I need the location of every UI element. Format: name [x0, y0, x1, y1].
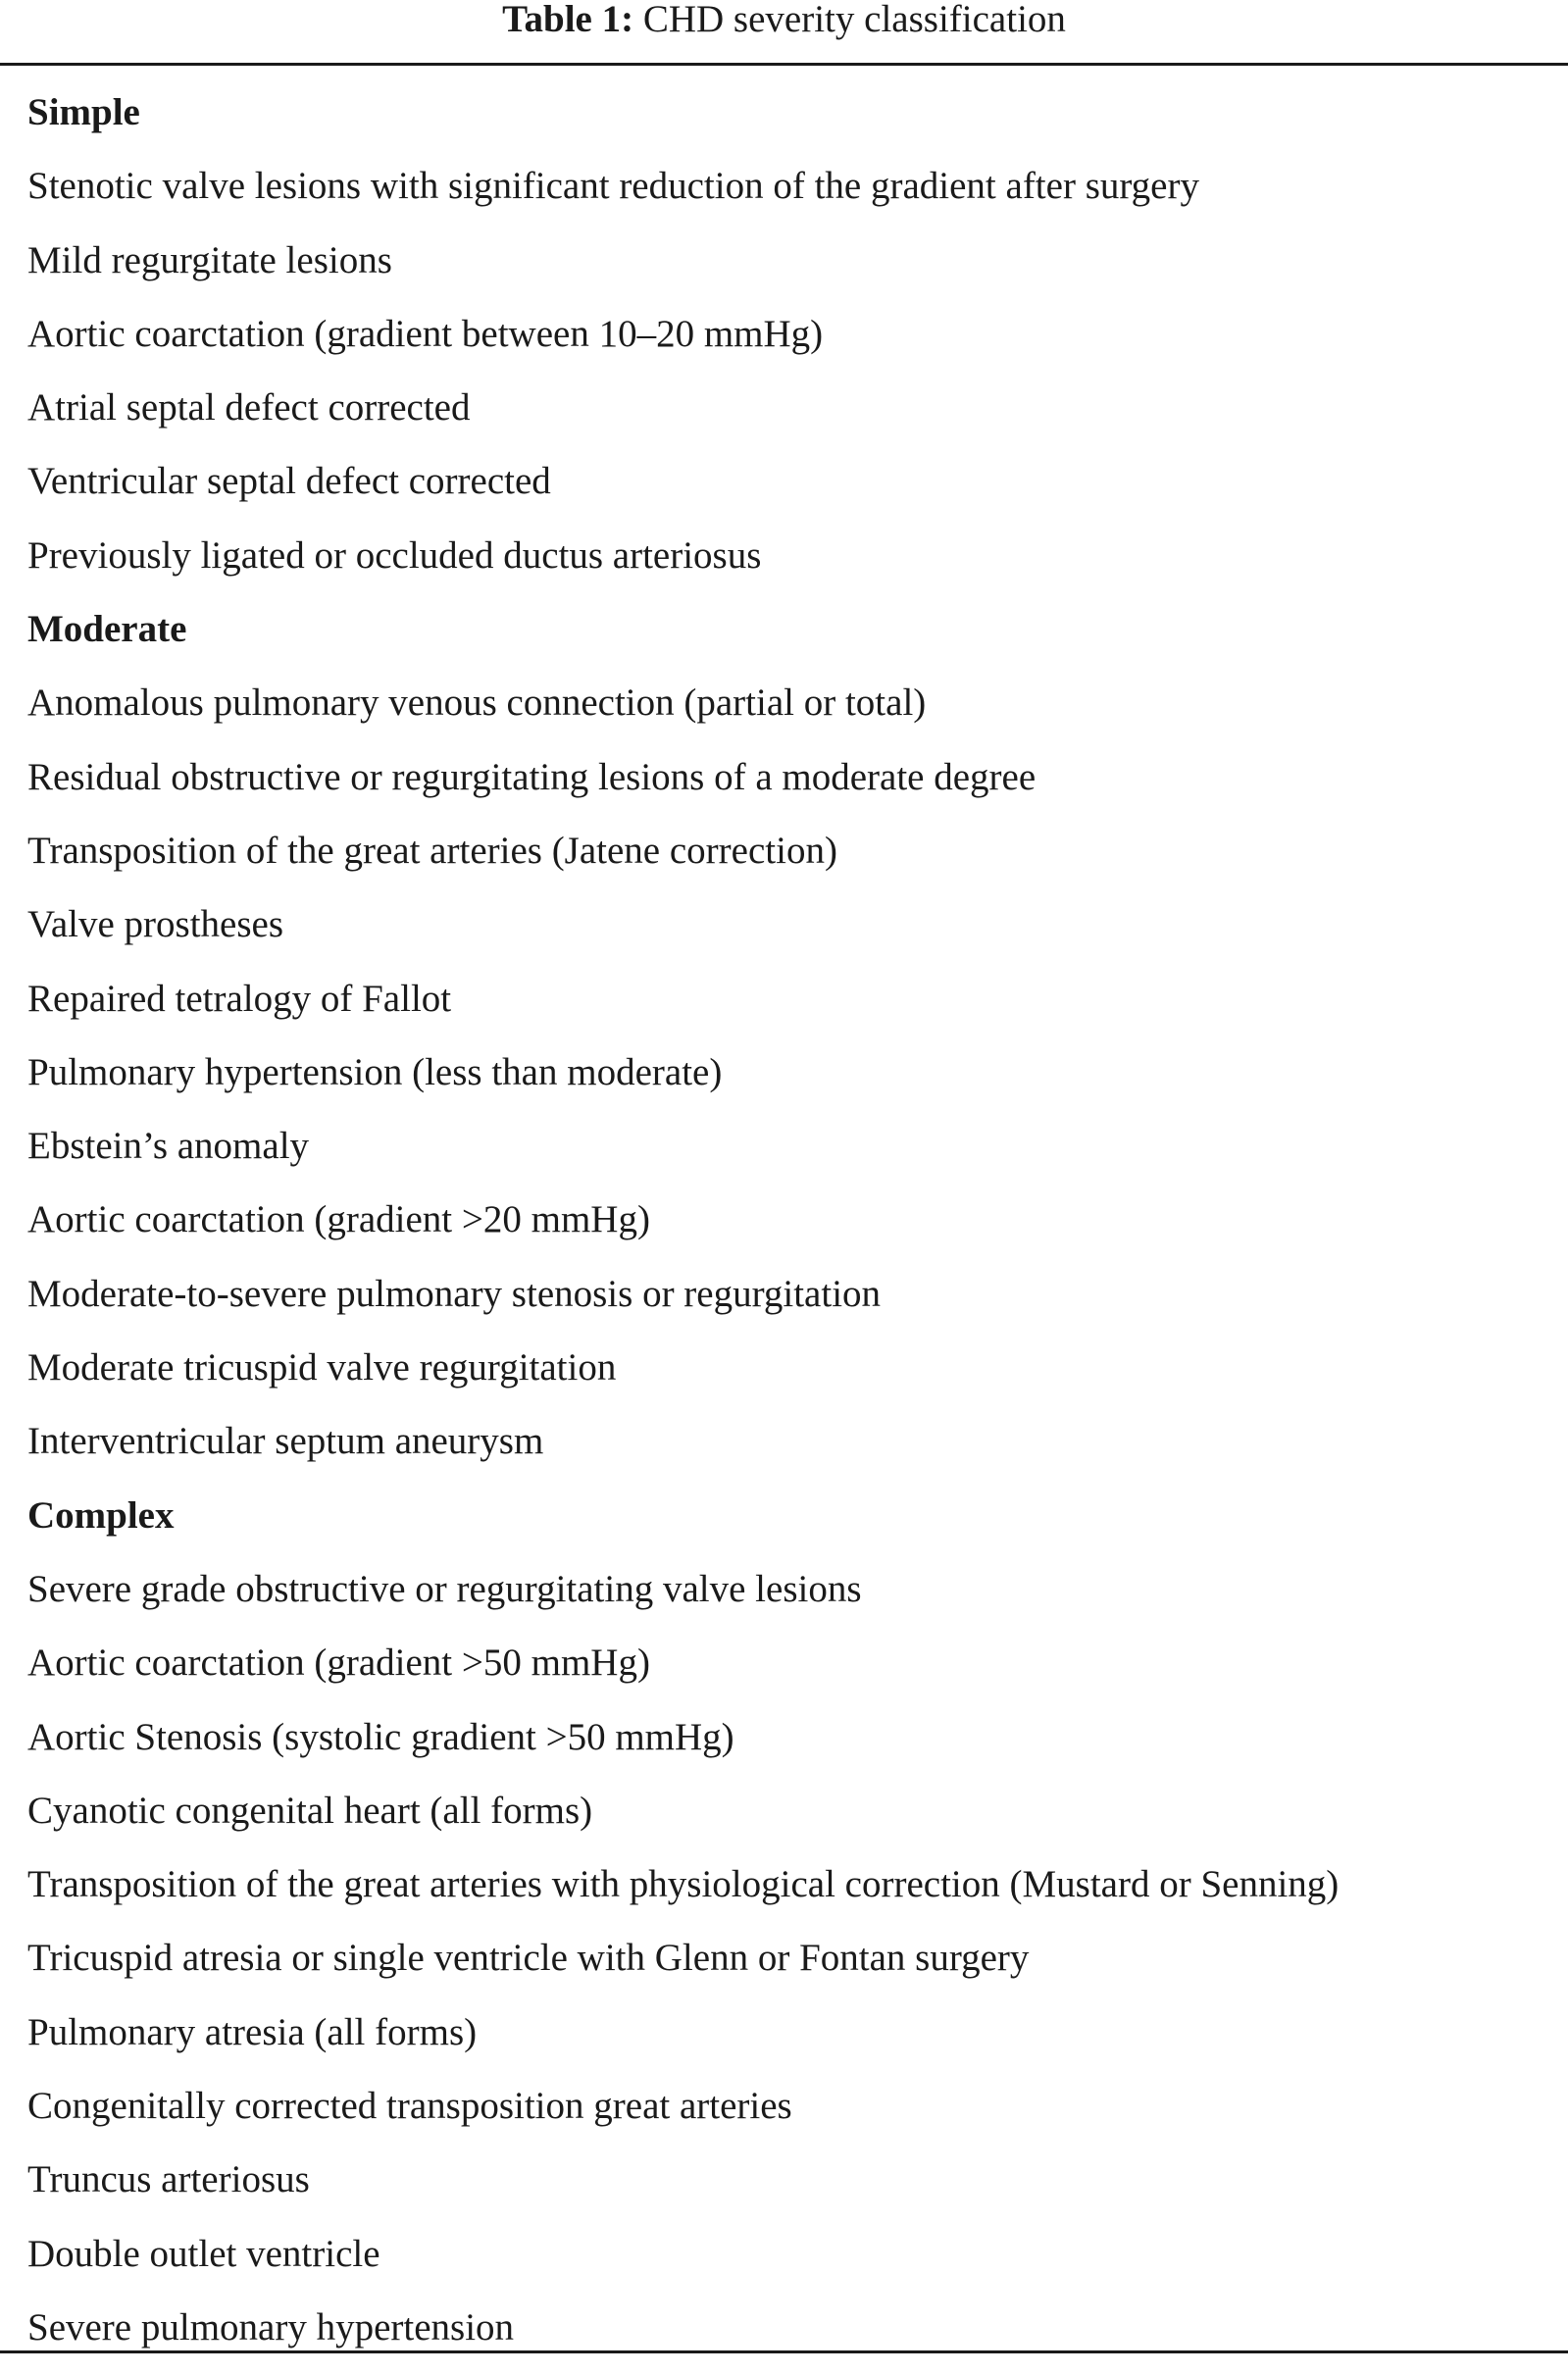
table-row: Pulmonary atresia (all forms) — [27, 2010, 478, 2053]
table-body — [27, 85, 1568, 2374]
table-row: Pulmonary hypertension (less than moderate) — [27, 1050, 723, 1093]
table-row: Stenotic valve lesions with significant reduction of the gradient after surgery — [27, 165, 1199, 208]
group-heading-simple: Simple — [27, 91, 140, 133]
table-row: Transposition of the great arteries (Jatene correction) — [27, 829, 837, 872]
table-row: Previously ligated or occluded ductus arteriosus — [27, 533, 762, 577]
table-row: Congenitally corrected transposition great arteries — [27, 2085, 792, 2128]
table-bottom-rule — [0, 2350, 1568, 2353]
table-row: Valve prostheses — [27, 903, 284, 946]
table-row: Residual obstructive or regurgitating lesions of a moderate degree — [27, 755, 1037, 798]
table-row: Aortic Stenosis (systolic gradient >50 mmHg) — [27, 1715, 734, 1758]
table-row: Truncus arteriosus — [27, 2158, 310, 2201]
table-row: Mild regurgitate lesions — [27, 238, 392, 281]
table-caption — [0, 0, 1568, 43]
table-row: Severe grade obstructive or regurgitating valve lesions — [27, 1567, 862, 1610]
table-row: Transposition of the great arteries with physiological correction (Mustard or Senning) — [27, 1863, 1340, 1906]
table-caption-label: Table 1: — [502, 0, 634, 40]
table-row: Double outlet ventricle — [27, 2232, 380, 2275]
table-row: Tricuspid atresia or single ventricle with Glenn or Fontan surgery — [27, 1937, 1030, 1980]
table-row: Interventricular septum aneurysm — [27, 1420, 544, 1463]
table-row: Moderate-to-severe pulmonary stenosis or regurgitation — [27, 1272, 882, 1315]
table-caption-title: CHD severity classification — [642, 0, 1066, 40]
table-row: Moderate tricuspid valve regurgitation — [27, 1346, 617, 1389]
table-row: Aortic coarctation (gradient >50 mmHg) — [27, 1642, 650, 1685]
table-row: Atrial septal defect corrected — [27, 386, 471, 429]
group-heading-moderate: Moderate — [27, 608, 187, 651]
table-row: Severe pulmonary hypertension — [27, 2305, 515, 2349]
table-row: Cyanotic congenital heart (all forms) — [27, 1789, 593, 1832]
table-row: Ventricular septal defect corrected — [27, 460, 551, 503]
table-row: Repaired tetralogy of Fallot — [27, 977, 452, 1020]
table-row: Anomalous pulmonary venous connection (partial or total) — [27, 682, 927, 725]
table-row: Aortic coarctation (gradient between 10–20 mmHg) — [27, 312, 824, 355]
table-top-rule — [0, 63, 1568, 66]
group-heading-complex: Complex — [27, 1493, 175, 1537]
table-row: Ebstein’s anomaly — [27, 1125, 310, 1168]
table-row: Aortic coarctation (gradient >20 mmHg) — [27, 1198, 650, 1241]
